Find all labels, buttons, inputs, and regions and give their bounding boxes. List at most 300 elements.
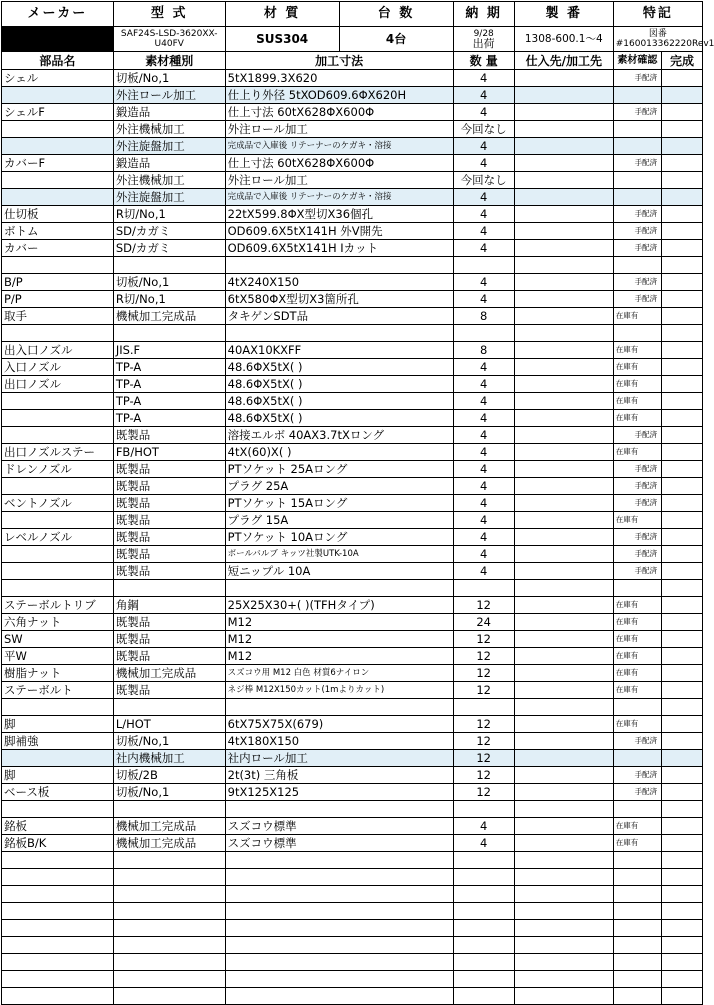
part-name: [2, 699, 114, 716]
delivery-date: 9/28: [473, 29, 494, 39]
material-check: [613, 257, 661, 274]
part-name: [2, 801, 114, 818]
part-name: [2, 988, 114, 1005]
table-row: [2, 274, 703, 291]
dimensions: [225, 920, 453, 937]
material-type: 既製品: [113, 512, 225, 529]
header-value-row: [2, 27, 703, 52]
table-row: [2, 546, 703, 563]
table-row: [2, 767, 703, 784]
completion: [662, 172, 703, 189]
table-row: [2, 359, 703, 376]
col-part: 部品名: [2, 52, 114, 70]
table-row: [2, 750, 703, 767]
quantity: 4: [453, 104, 514, 121]
table-row: [2, 121, 703, 138]
part-name: [2, 546, 114, 563]
material-check: 在庫有: [613, 376, 661, 393]
completion: [662, 682, 703, 699]
material-check: [613, 971, 661, 988]
completion: [662, 206, 703, 223]
quantity: 4: [453, 376, 514, 393]
material-type: 機械加工完成品: [113, 665, 225, 682]
quantity: 4: [453, 155, 514, 172]
quantity: 8: [453, 342, 514, 359]
dimensions: 6tX75X75X(679): [225, 716, 453, 733]
supplier: [514, 818, 613, 835]
quantity: 4: [453, 478, 514, 495]
parts-order-sheet: [1, 1, 714, 1005]
part-name: [2, 954, 114, 971]
quantity: 4: [453, 529, 514, 546]
supplier: [514, 308, 613, 325]
part-name: 脚補強: [2, 733, 114, 750]
quantity: [453, 954, 514, 971]
part-name: SW: [2, 631, 114, 648]
material-check: [613, 869, 661, 886]
table-row: [2, 648, 703, 665]
quantity: 12: [453, 767, 514, 784]
part-name: 入口ノズル: [2, 359, 114, 376]
part-name: [2, 427, 114, 444]
col-material-type: 素材種別: [113, 52, 225, 70]
part-name: [2, 172, 114, 189]
completion: [662, 767, 703, 784]
delivery-status: 出荷: [472, 37, 495, 50]
table-row: [2, 240, 703, 257]
dimensions: M12: [225, 614, 453, 631]
material-type: 角鋼: [113, 597, 225, 614]
material-check: 在庫有: [613, 818, 661, 835]
completion: [662, 529, 703, 546]
col-done: 完成: [662, 52, 703, 70]
dimensions: [225, 988, 453, 1005]
table-row: [2, 325, 703, 342]
col-dims: 加工寸法: [225, 52, 453, 70]
material-type: 既製品: [113, 631, 225, 648]
quantity: 4: [453, 274, 514, 291]
supplier: [514, 801, 613, 818]
completion: [662, 563, 703, 580]
dimensions: M12: [225, 648, 453, 665]
dimensions: 2t(3t) 三角板: [225, 767, 453, 784]
material-check: [613, 852, 661, 869]
quantity: 4: [453, 189, 514, 206]
dimensions: PTソケット 15Aロング: [225, 495, 453, 512]
dimensions: 4tX(60)X( ): [225, 444, 453, 461]
supplier: [514, 767, 613, 784]
material-check: [613, 699, 661, 716]
material-check: 在庫有: [613, 359, 661, 376]
col-qty: 数 量: [453, 52, 514, 70]
material-type: 鍛造品: [113, 155, 225, 172]
notes-label: 特記: [613, 2, 702, 27]
completion: [662, 376, 703, 393]
supplier: [514, 886, 613, 903]
completion: [662, 903, 703, 920]
quantity: [453, 325, 514, 342]
table-row: [2, 852, 703, 869]
table-row: [2, 631, 703, 648]
material-check: 在庫有: [613, 631, 661, 648]
drawing-number: [613, 27, 714, 52]
part-name: [2, 512, 114, 529]
supplier: [514, 682, 613, 699]
material-type: TP-A: [113, 359, 225, 376]
completion: [662, 274, 703, 291]
quantity: 4: [453, 563, 514, 580]
dimensions: 社内ロール加工: [225, 750, 453, 767]
dimensions: 完成品で入庫後 リテーナーのケガキ・溶接: [225, 189, 453, 206]
material-check: [613, 954, 661, 971]
completion: [662, 818, 703, 835]
completion: [662, 410, 703, 427]
table-row: [2, 70, 703, 87]
quantity: 4: [453, 410, 514, 427]
dimensions: 溶接エルボ 40AX3.7tXロング: [225, 427, 453, 444]
completion: [662, 444, 703, 461]
completion: [662, 308, 703, 325]
quantity: 24: [453, 614, 514, 631]
dimensions: [225, 580, 453, 597]
material-check: 手配済: [613, 529, 661, 546]
units-label: 台 数: [339, 2, 453, 27]
dimensions: 仕上寸法 60tX628ΦX600Φ: [225, 155, 453, 172]
material-type: [113, 325, 225, 342]
material-check: [613, 801, 661, 818]
material-label: 材 質: [225, 2, 339, 27]
supplier: [514, 648, 613, 665]
completion: [662, 495, 703, 512]
dimensions: ボールバルブ キッツ社製UTK-10A: [225, 546, 453, 563]
material-check: 在庫有: [613, 393, 661, 410]
material-type: 社内機械加工: [113, 750, 225, 767]
material-type: [113, 937, 225, 954]
supplier: [514, 869, 613, 886]
material-type: 既製品: [113, 427, 225, 444]
part-name: [2, 393, 114, 410]
material-check: 手配済: [613, 733, 661, 750]
material-type: FB/HOT: [113, 444, 225, 461]
supplier: [514, 70, 613, 87]
material-type: [113, 699, 225, 716]
drawing-label: 図番: [648, 29, 667, 39]
material-type: L/HOT: [113, 716, 225, 733]
part-name: カバー: [2, 240, 114, 257]
column-header-row: [2, 52, 703, 70]
dimensions: [225, 937, 453, 954]
part-name: [2, 87, 114, 104]
dimensions: 5tX1899.3X620: [225, 70, 453, 87]
completion: [662, 597, 703, 614]
material-type: 機械加工完成品: [113, 308, 225, 325]
material-check: [613, 121, 661, 138]
material-type: 鍛造品: [113, 104, 225, 121]
material-type: 既製品: [113, 563, 225, 580]
material-type: 切板/No,1: [113, 274, 225, 291]
material-check: 在庫有: [613, 597, 661, 614]
supplier: [514, 410, 613, 427]
completion: [662, 971, 703, 988]
quantity: 4: [453, 223, 514, 240]
material-type: 外注旋盤加工: [113, 138, 225, 155]
completion: [662, 801, 703, 818]
part-name: 平W: [2, 648, 114, 665]
dimensions: OD609.6X5tX141H Iカット: [225, 240, 453, 257]
table-row: [2, 699, 703, 716]
table-row: [2, 665, 703, 682]
material-check: [613, 750, 661, 767]
material-type: 既製品: [113, 546, 225, 563]
part-name: カバーF: [2, 155, 114, 172]
material-type: 既製品: [113, 614, 225, 631]
completion: [662, 478, 703, 495]
supplier: [514, 138, 613, 155]
supplier: [514, 546, 613, 563]
table-row: [2, 172, 703, 189]
quantity: 4: [453, 206, 514, 223]
supplier: [514, 325, 613, 342]
material-type: SD/カガミ: [113, 223, 225, 240]
material-check: 在庫有: [613, 444, 661, 461]
dimensions: 仕上寸法 60tX628ΦX600Φ: [225, 104, 453, 121]
material-check: [613, 138, 661, 155]
dimensions: [225, 801, 453, 818]
material-check: 在庫有: [613, 342, 661, 359]
material-check: 在庫有: [613, 665, 661, 682]
supplier: [514, 597, 613, 614]
supplier: [514, 155, 613, 172]
material-type: 既製品: [113, 682, 225, 699]
completion: [662, 104, 703, 121]
part-name: ステーボルト: [2, 682, 114, 699]
table-row: [2, 155, 703, 172]
supplier: [514, 376, 613, 393]
supplier: [514, 274, 613, 291]
material-check: 在庫有: [613, 835, 661, 852]
dimensions: [225, 954, 453, 971]
completion: [662, 461, 703, 478]
table-row: [2, 580, 703, 597]
material-type: 切板/No,1: [113, 70, 225, 87]
quantity: [453, 852, 514, 869]
material-type: [113, 988, 225, 1005]
dimensions: 4tX180X150: [225, 733, 453, 750]
units-value: 4台: [339, 27, 453, 52]
dimensions: OD609.6X5tX141H 外V開先: [225, 223, 453, 240]
maker-value-redacted: [2, 27, 114, 52]
supplier: [514, 495, 613, 512]
completion: [662, 750, 703, 767]
supplier: [514, 716, 613, 733]
supplier: [514, 393, 613, 410]
supplier: [514, 240, 613, 257]
table-row: [2, 869, 703, 886]
dimensions: M12: [225, 631, 453, 648]
material-check: 在庫有: [613, 512, 661, 529]
completion: [662, 937, 703, 954]
dimensions: [225, 886, 453, 903]
material-type: 既製品: [113, 478, 225, 495]
dimensions: PTソケット 25Aロング: [225, 461, 453, 478]
quantity: 12: [453, 716, 514, 733]
dimensions: [225, 257, 453, 274]
table-row: [2, 597, 703, 614]
quantity: [453, 580, 514, 597]
dimensions: プラグ 15A: [225, 512, 453, 529]
supplier: [514, 665, 613, 682]
material-type: R切/No,1: [113, 206, 225, 223]
material-type: 外注ロール加工: [113, 87, 225, 104]
table-row: [2, 971, 703, 988]
dimensions: 完成品で入庫後 リテーナーのケガキ・溶接: [225, 138, 453, 155]
completion: [662, 784, 703, 801]
supplier: [514, 852, 613, 869]
material-check: 手配済: [613, 461, 661, 478]
table-row: [2, 257, 703, 274]
material-check: [613, 937, 661, 954]
col-check: 素材確認: [613, 52, 661, 70]
dimensions: [225, 852, 453, 869]
part-name: [2, 971, 114, 988]
dimensions: ネジ棒 M12X150カット(1mよりカット): [225, 682, 453, 699]
table-row: [2, 342, 703, 359]
quantity: 4: [453, 138, 514, 155]
dimensions: [225, 699, 453, 716]
dimensions: スズコウ標準: [225, 835, 453, 852]
quantity: [453, 699, 514, 716]
part-name: [2, 886, 114, 903]
completion: [662, 512, 703, 529]
table-row: [2, 920, 703, 937]
quantity: [453, 988, 514, 1005]
material-check: 手配済: [613, 206, 661, 223]
quantity: 4: [453, 427, 514, 444]
supplier: [514, 172, 613, 189]
material-type: [113, 852, 225, 869]
part-name: 仕切板: [2, 206, 114, 223]
part-name: [2, 138, 114, 155]
supplier: [514, 87, 613, 104]
maker-label: メーカー: [2, 2, 114, 27]
material-check: 在庫有: [613, 648, 661, 665]
material-check: 手配済: [613, 427, 661, 444]
table-row: [2, 138, 703, 155]
completion: [662, 359, 703, 376]
table-row: [2, 376, 703, 393]
part-name: B/P: [2, 274, 114, 291]
material-check: [613, 325, 661, 342]
quantity: 4: [453, 240, 514, 257]
table-row: [2, 988, 703, 1005]
table-row: [2, 427, 703, 444]
material-type: TP-A: [113, 410, 225, 427]
quantity: 8: [453, 308, 514, 325]
part-name: ステーボルトリブ: [2, 597, 114, 614]
dimensions: 40AX10KXFF: [225, 342, 453, 359]
completion: [662, 920, 703, 937]
material-type: 既製品: [113, 648, 225, 665]
completion: [662, 546, 703, 563]
part-name: [2, 257, 114, 274]
material-check: [613, 920, 661, 937]
quantity: 今回なし: [453, 172, 514, 189]
dimensions: スズコウ用 M12 白色 材質6ナイロン: [225, 665, 453, 682]
material-value: SUS304: [225, 27, 339, 52]
material-check: 手配済: [613, 240, 661, 257]
quantity: [453, 937, 514, 954]
completion: [662, 291, 703, 308]
table-row: [2, 937, 703, 954]
completion: [662, 138, 703, 155]
completion: [662, 427, 703, 444]
quantity: 12: [453, 784, 514, 801]
delivery-label: 納 期: [453, 2, 514, 27]
supplier: [514, 988, 613, 1005]
supplier: [514, 291, 613, 308]
table-row: [2, 512, 703, 529]
material-type: 既製品: [113, 529, 225, 546]
completion: [662, 580, 703, 597]
material-check: [613, 988, 661, 1005]
quantity: 12: [453, 597, 514, 614]
part-name: 銘板: [2, 818, 114, 835]
dimensions: 22tX599.8ΦX型切X36個孔: [225, 206, 453, 223]
quantity: [453, 903, 514, 920]
table-row: [2, 189, 703, 206]
material-check: [613, 886, 661, 903]
completion: [662, 716, 703, 733]
supplier: [514, 223, 613, 240]
quantity: 4: [453, 495, 514, 512]
dimensions: [225, 903, 453, 920]
material-check: 手配済: [613, 291, 661, 308]
quantity: 4: [453, 461, 514, 478]
material-type: TP-A: [113, 376, 225, 393]
quantity: 12: [453, 682, 514, 699]
material-type: R切/No,1: [113, 291, 225, 308]
part-name: [2, 410, 114, 427]
part-name: [2, 920, 114, 937]
quantity: [453, 920, 514, 937]
dimensions: 48.6ΦX5tX( ): [225, 376, 453, 393]
material-type: 外注旋盤加工: [113, 189, 225, 206]
quantity: 4: [453, 70, 514, 87]
dimensions: 9tX125X125: [225, 784, 453, 801]
material-check: 手配済: [613, 104, 661, 121]
dimensions: プラグ 25A: [225, 478, 453, 495]
quantity: 4: [453, 393, 514, 410]
part-name: [2, 121, 114, 138]
supplier: [514, 750, 613, 767]
drawing-value: #160013362220Rev1: [615, 39, 714, 49]
material-type: [113, 971, 225, 988]
serial-label: 製 番: [514, 2, 613, 27]
part-name: [2, 750, 114, 767]
supplier: [514, 461, 613, 478]
material-type: 外注機械加工: [113, 121, 225, 138]
part-name: [2, 325, 114, 342]
supplier: [514, 104, 613, 121]
material-type: [113, 580, 225, 597]
dimensions: 48.6ΦX5tX( ): [225, 393, 453, 410]
part-name: ベントノズル: [2, 495, 114, 512]
table-row: [2, 461, 703, 478]
dimensions: 48.6ΦX5tX( ): [225, 359, 453, 376]
table-row: [2, 784, 703, 801]
table-row: [2, 444, 703, 461]
completion: [662, 614, 703, 631]
